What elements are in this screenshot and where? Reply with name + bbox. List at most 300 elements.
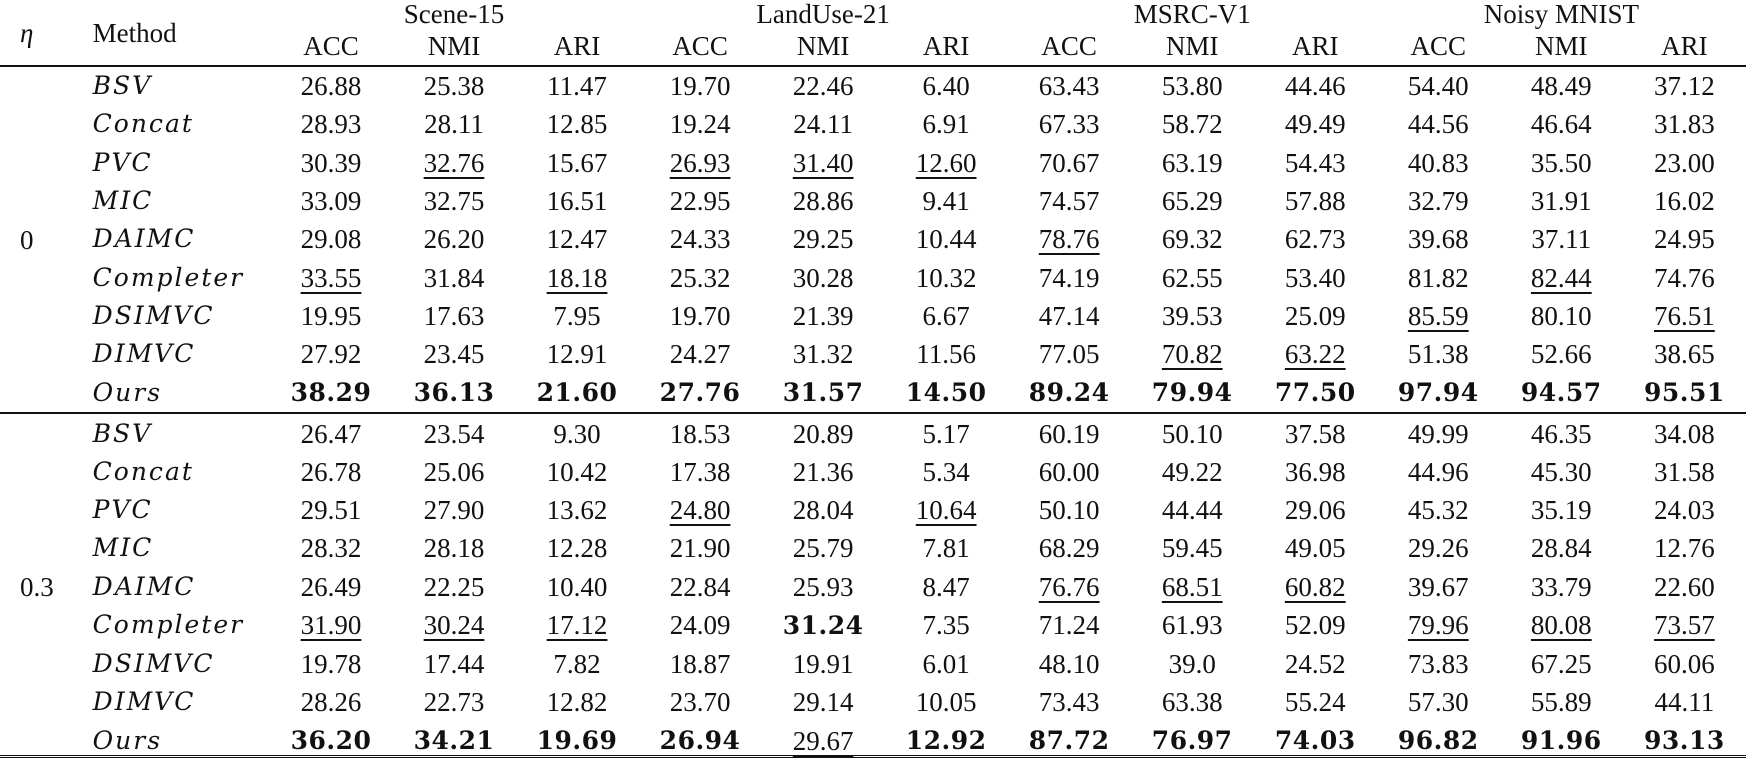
metric-value: 65.29 [1161,186,1223,217]
metric-value: 70.67 [1038,147,1100,178]
table-cell [1377,413,1500,452]
table-cell [639,453,762,491]
table-cell [269,413,392,452]
table-cell [516,105,639,143]
metric-value: 17.12 [546,610,608,641]
table-cell [762,529,885,567]
table-cell [885,335,1008,373]
metric-value: 28.32 [300,533,362,564]
table-cell [516,335,639,373]
table-cell [269,144,392,182]
metric-header: ACC [672,31,728,61]
table-cell [269,645,392,683]
table-cell [1623,453,1746,491]
metric-value: 74.19 [1038,262,1100,293]
metric-header: NMI [1535,31,1588,61]
metric-value: 29.51 [300,495,362,526]
table-cell [1254,335,1377,373]
table-cell [1254,373,1377,413]
table-row [0,606,1746,645]
table-cell [269,373,392,413]
table-cell [269,105,392,143]
table-cell [1377,606,1500,645]
table-cell [1500,258,1623,296]
metric-value: 22.84 [669,571,731,602]
table-cell [1500,491,1623,529]
metric-value: 28.26 [300,687,362,718]
metric-value: 39.53 [1161,300,1223,331]
table-cell [885,529,1008,567]
metric-value: 16.02 [1654,186,1715,217]
metric-value: 50.10 [1038,495,1100,526]
metric-value: 22.95 [669,186,731,217]
metric-value: 35.19 [1530,495,1592,526]
metric-value: 12.76 [1654,533,1715,564]
table-cell [885,220,1008,258]
metric-value: 19.69 [536,726,618,756]
table-cell [885,373,1008,413]
table-cell [1008,683,1131,721]
method-name: DAIMC [92,224,196,254]
table-cell [516,453,639,491]
metric-value: 12.82 [546,687,608,718]
table-cell [1623,683,1746,721]
table-cell [1623,606,1746,645]
metric-value: 29.06 [1284,495,1346,526]
method-name: Concat [92,456,194,486]
table-cell [393,182,516,220]
metric-header: ARI [553,31,601,61]
metric-value: 80.10 [1530,300,1592,331]
metric-header: NMI [427,31,481,61]
metric-value: 46.64 [1530,109,1592,140]
method-name: BSV [83,66,270,105]
metric-value: 24.03 [1654,495,1715,526]
table-cell [269,529,392,567]
metric-value: 22.25 [423,571,485,602]
metric-value: 32.75 [423,186,485,217]
method-name: PVC [92,147,153,177]
table-cell [1377,66,1500,105]
metric-value: 85.59 [1407,300,1469,331]
table-row [0,645,1746,683]
metric-value: 26.20 [423,224,485,255]
table-cell [1500,606,1623,645]
metric-value: 29.67 [792,725,854,756]
table-cell [1131,413,1254,452]
table-row [0,373,1746,413]
table-cell [1377,297,1500,335]
table-cell [762,220,885,258]
method-name: Ours [92,725,163,755]
metric-value: 22.73 [423,687,485,718]
table-cell [516,645,639,683]
table-cell [393,144,516,182]
table-cell [1623,529,1746,567]
table-cell [1377,220,1500,258]
metric-value: 25.09 [1284,300,1346,331]
table-cell [1131,297,1254,335]
metric-value: 37.58 [1284,418,1346,449]
table-cell [393,453,516,491]
method-name: DSIMVC [92,649,215,678]
metric-value: 55.24 [1284,687,1346,718]
metric-value: 60.00 [1038,456,1100,487]
table-cell [1500,144,1623,182]
metric-value: 49.05 [1284,533,1346,564]
metric-value: 26.94 [659,726,741,756]
table-row [0,144,1746,182]
metric-value: 31.91 [1530,186,1592,217]
table-cell [639,144,762,182]
table-cell [269,182,392,220]
table-cell [516,66,639,105]
metric-value: 32.76 [423,147,485,178]
table-cell [516,297,639,335]
table-cell [1131,683,1254,721]
table-cell [1254,144,1377,182]
metric-value: 28.11 [424,109,484,140]
table-cell [1254,606,1377,645]
table-cell [762,373,885,413]
metric-value: 74.57 [1038,186,1100,217]
table-cell [516,258,639,296]
metric-value: 51.38 [1407,339,1469,370]
dataset-header-row [0,0,1746,28]
metric-header: NMI [1165,31,1219,61]
table-cell [269,491,392,529]
table-cell [1131,105,1254,143]
method-name: Completer [92,610,245,640]
eta-value: 0 [0,66,83,413]
table-cell [269,568,392,606]
metric-value: 67.25 [1530,649,1592,679]
metric-value: 44.46 [1284,71,1346,102]
table-cell [516,182,639,220]
eta-header: η [20,17,34,48]
metric-value: 30.39 [300,147,362,178]
table-cell [393,683,516,721]
table-cell [1500,453,1623,491]
metric-value: 24.09 [669,610,731,641]
table-cell [516,144,639,182]
table-cell [1254,529,1377,567]
table-row [0,335,1746,373]
table-cell [762,258,885,296]
table-cell [1254,491,1377,529]
table-cell [885,144,1008,182]
metric-value: 9.41 [922,186,970,217]
table-cell [1500,66,1623,105]
method-name: Completer [92,262,245,292]
table-cell [1008,645,1131,683]
metric-value: 25.06 [423,456,485,487]
table-cell [1131,335,1254,373]
metric-value: 13.62 [546,495,608,526]
metric-value: 93.13 [1644,726,1725,756]
table-cell [516,529,639,567]
table-cell [1377,453,1500,491]
table-row [0,182,1746,220]
metric-value: 59.45 [1161,533,1223,564]
metric-value: 33.09 [300,186,362,217]
table-cell [1254,453,1377,491]
metric-value: 44.44 [1161,495,1223,526]
metric-value: 79.96 [1407,610,1469,641]
method-name: Concat [92,109,194,139]
table-cell [1377,373,1500,413]
table-cell [1131,258,1254,296]
table-cell [1377,683,1500,721]
metric-value: 23.45 [423,339,485,370]
metric-value: 28.93 [300,109,362,140]
table-cell [393,568,516,606]
table-cell [1623,645,1746,683]
method-name: DIMVC [92,687,196,717]
table-cell [1623,491,1746,529]
table-cell [1623,66,1746,105]
table-cell [1131,453,1254,491]
table-cell [1008,144,1131,182]
metric-value: 45.30 [1530,456,1592,487]
table-row [0,258,1746,296]
metric-value: 23.00 [1654,147,1715,178]
metric-value: 94.57 [1520,378,1602,408]
table-cell [1008,220,1131,258]
table-cell [1500,568,1623,606]
table-row [0,220,1746,258]
table-cell [762,491,885,529]
metric-value: 28.04 [792,495,854,526]
metric-value: 12.47 [546,224,608,255]
metric-value: 44.56 [1407,109,1469,140]
table-cell [885,568,1008,606]
table-cell [639,105,762,143]
metric-value: 46.35 [1530,418,1592,449]
metric-value: 63.19 [1161,147,1223,178]
table-cell [1500,529,1623,567]
metric-value: 28.86 [792,186,854,217]
table-cell [1500,645,1623,683]
table-cell [639,373,762,413]
metric-value: 29.26 [1407,533,1469,564]
metric-value: 48.49 [1530,71,1592,102]
method-name: Ours [92,377,163,407]
metric-value: 23.54 [423,418,485,449]
dataset-header-scene15: Scene-15 [403,0,505,29]
table-cell [885,258,1008,296]
metric-value: 7.81 [922,533,970,564]
metric-value: 29.25 [792,224,854,255]
metric-header: ARI [922,31,970,61]
metric-value: 48.10 [1038,649,1100,679]
table-cell [1254,297,1377,335]
table-cell [1500,220,1623,258]
table-cell [1008,182,1131,220]
table-cell [269,606,392,645]
table-cell [639,258,762,296]
metric-value: 52.66 [1530,339,1592,370]
metric-value: 58.72 [1161,109,1223,140]
table-cell [1008,66,1131,105]
metric-value: 63.43 [1038,71,1100,102]
table-cell [516,491,639,529]
table-cell [762,645,885,683]
metric-value: 22.60 [1654,571,1715,602]
metric-value: 73.43 [1038,687,1100,718]
metric-value: 19.70 [669,300,731,331]
table-cell [1008,491,1131,529]
metric-value: 55.89 [1530,687,1592,718]
table-cell [269,220,392,258]
metric-value: 29.08 [300,224,362,255]
metric-value: 12.91 [546,339,608,370]
metric-value: 38.65 [1654,339,1715,370]
table-cell [1254,645,1377,683]
metric-header: ACC [303,31,359,61]
table-cell [1623,335,1746,373]
metric-value: 53.40 [1284,262,1346,293]
metric-value: 78.76 [1038,224,1100,255]
metric-value: 37.11 [1531,224,1592,255]
metric-value: 24.95 [1654,224,1715,255]
metric-value: 77.50 [1274,378,1356,408]
method-name: DAIMC [92,571,196,601]
method-name: BSV [83,413,270,452]
metric-value: 21.60 [536,378,618,408]
metric-value: 28.84 [1530,533,1592,564]
metric-value: 54.40 [1407,71,1469,102]
metric-value: 26.47 [300,418,362,449]
metric-value: 31.90 [300,610,362,641]
table-cell [885,645,1008,683]
table-cell [393,413,516,452]
metric-value: 54.43 [1284,147,1346,178]
table-cell [1008,568,1131,606]
metric-value: 6.91 [922,109,970,140]
metric-value: 35.50 [1530,147,1592,178]
table-cell [762,683,885,721]
metric-value: 49.49 [1284,109,1346,140]
metric-value: 10.05 [915,687,977,718]
table-cell [1131,606,1254,645]
metric-value: 21.39 [792,300,854,331]
metric-value: 30.28 [792,262,854,293]
table-cell [1131,220,1254,258]
metric-value: 71.24 [1038,610,1100,641]
metric-value: 22.46 [792,71,854,102]
table-cell [393,258,516,296]
table-cell [1500,683,1623,721]
table-cell [269,66,392,105]
table-cell [1377,182,1500,220]
metric-header: ACC [1410,31,1467,61]
metric-value: 30.24 [423,610,485,641]
table-row [0,529,1746,567]
table-cell [639,683,762,721]
metric-value: 91.96 [1520,726,1602,756]
table-cell [1377,105,1500,143]
table-row [0,453,1746,491]
metric-value: 45.32 [1407,495,1469,526]
table-cell [393,373,516,413]
metric-value: 81.82 [1407,262,1469,293]
metric-value: 7.82 [553,649,601,679]
metric-value: 26.93 [669,147,731,178]
metric-value: 97.94 [1397,378,1479,408]
table-row [0,297,1746,335]
table-cell [639,182,762,220]
table-cell [639,491,762,529]
metric-value: 10.40 [546,571,608,602]
metric-value: 62.73 [1284,224,1346,255]
metric-value: 49.99 [1407,418,1469,449]
table-cell [762,453,885,491]
metric-value: 38.29 [290,378,372,408]
metric-value: 63.22 [1284,339,1346,370]
table-cell [639,66,762,105]
metric-value: 5.34 [922,456,970,487]
table-cell [762,182,885,220]
table-cell [1131,144,1254,182]
table-row [0,66,1746,105]
metric-value: 31.40 [792,147,854,178]
table-cell [1254,105,1377,143]
table-cell [1623,220,1746,258]
metric-value: 60.19 [1038,418,1100,449]
metric-value: 16.51 [546,186,608,217]
table-cell [1008,297,1131,335]
metric-value: 74.03 [1274,726,1356,756]
metric-value: 23.70 [669,687,731,718]
metric-value: 14.50 [905,378,987,408]
table-cell [1377,529,1500,567]
metric-value: 25.38 [423,71,485,102]
table-cell [885,182,1008,220]
table-cell [1254,182,1377,220]
table-cell [1623,568,1746,606]
metric-value: 49.22 [1161,456,1223,487]
table-cell [393,220,516,258]
table-cell [1008,258,1131,296]
table-cell [393,645,516,683]
metric-value: 79.94 [1151,378,1233,408]
metric-value: 63.38 [1161,687,1223,718]
metric-value: 50.10 [1161,418,1223,449]
metric-value: 61.93 [1161,610,1223,641]
metric-value: 26.49 [300,571,362,602]
metric-value: 89.24 [1028,378,1110,408]
table-body [0,66,1746,760]
metric-value: 31.83 [1654,109,1715,140]
table-cell [516,413,639,452]
metric-value: 28.18 [423,533,485,564]
table-cell [885,453,1008,491]
metric-value: 12.85 [546,109,608,140]
table-cell [393,529,516,567]
table-cell [639,529,762,567]
table-cell [1500,105,1623,143]
metric-value: 60.06 [1654,649,1715,679]
table-cell [1131,182,1254,220]
metric-value: 32.79 [1407,186,1469,217]
table-cell [1131,373,1254,413]
table-cell [885,683,1008,721]
metric-value: 25.79 [792,533,854,564]
metric-value: 6.40 [922,71,970,102]
table-row [0,491,1746,529]
metric-value: 76.51 [1654,300,1715,331]
